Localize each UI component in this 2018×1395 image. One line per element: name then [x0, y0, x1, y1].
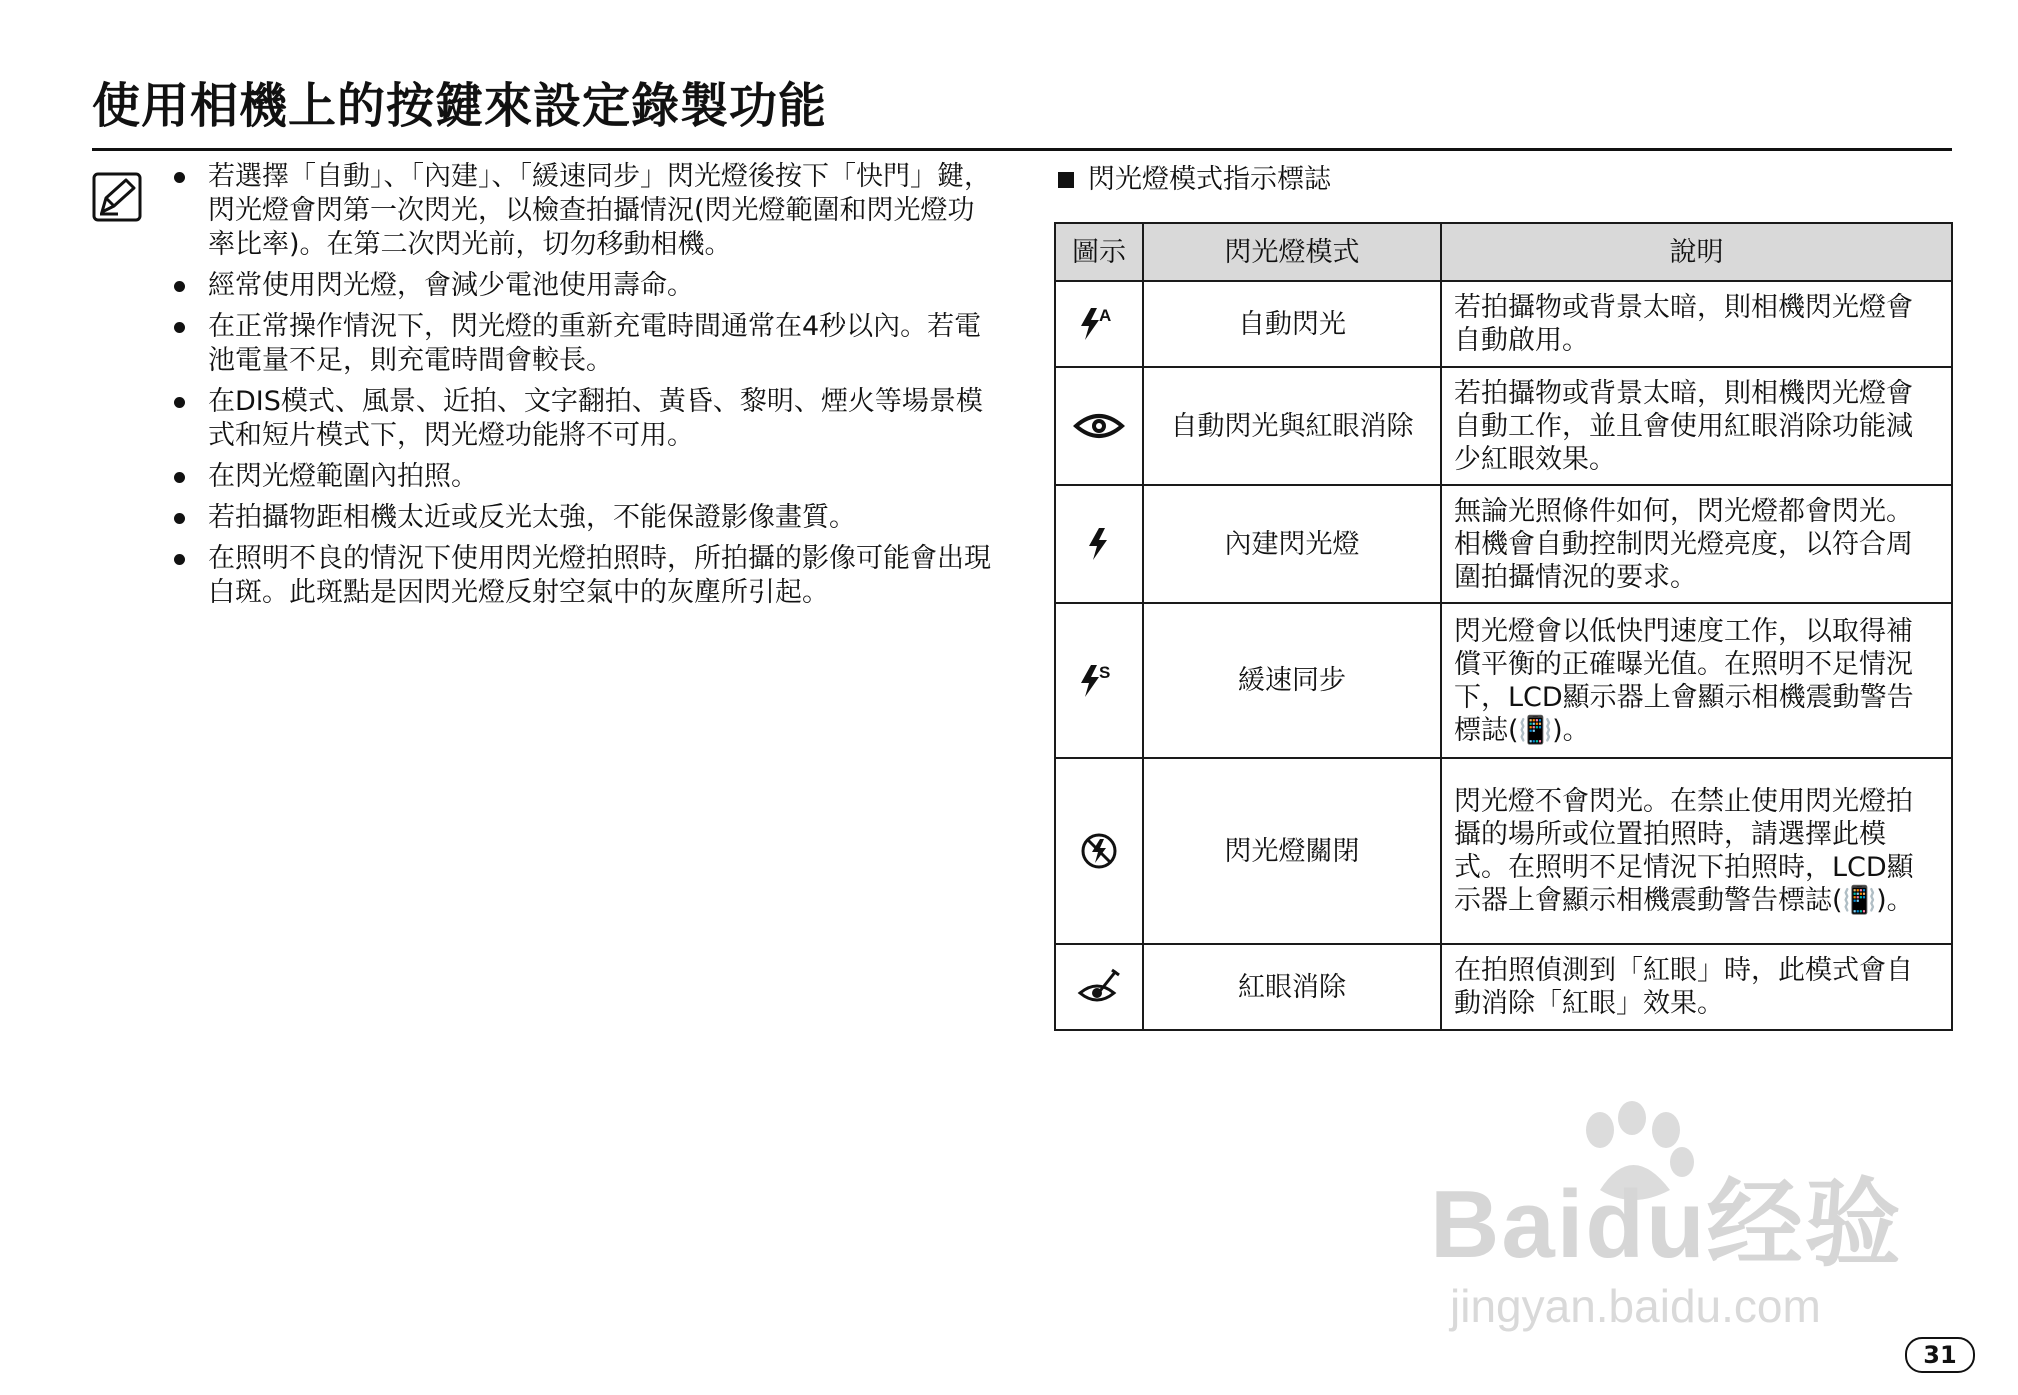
table-header-row [1055, 223, 1952, 281]
table-row [1055, 485, 1952, 603]
flash-off-icon [1079, 831, 1119, 871]
desc-cell: 在拍照偵測到「紅眼」時，此模式會自動消除「紅眼」效果。 [1441, 944, 1952, 1030]
header-mode: 閃光燈模式 [1143, 223, 1441, 281]
flash-slow-sync-icon [1077, 661, 1121, 701]
watermark [1430, 1100, 1930, 1340]
desc-cell: 閃光燈會以低快門速度工作，以取得補償平衡的正確曝光值。在照明不足情況下，LCD顯示器上會顯示相機震動警告標誌(📳)。 [1441, 603, 1952, 758]
table-row [1055, 944, 1952, 1030]
icon-cell [1055, 485, 1143, 603]
mode-cell: 緩速同步 [1143, 603, 1441, 758]
icon-cell [1055, 367, 1143, 485]
mode-cell: 自動閃光與紅眼消除 [1143, 367, 1441, 485]
mode-cell: 閃光燈關閉 [1143, 758, 1441, 944]
mode-cell: 紅眼消除 [1143, 944, 1441, 1030]
square-bullet-icon [1058, 172, 1074, 188]
mode-cell: 自動閃光 [1143, 281, 1441, 367]
table-row [1055, 281, 1952, 367]
flash-auto-letter: A [1099, 306, 1112, 325]
watermark-brand: Baidu经验 [1430, 1171, 1903, 1278]
icon-cell [1055, 281, 1143, 367]
page-title: 使用相機上的按鍵來設定錄製功能 [92, 78, 828, 134]
note-item: 在照明不良的情況下使用閃光燈拍照時，所拍攝的影像可能會出現白斑。此斑點是因閃光燈反射空氣中的灰塵所引起。 [170, 542, 1000, 610]
header-desc: 說明 [1441, 223, 1952, 281]
red-eye-eye-icon [1073, 410, 1125, 442]
note-item: 在DIS模式、風景、近拍、文字翻拍、黃昏、黎明、煙火等場景模式和短片模式下，閃光燈功能將不可用。 [170, 385, 1000, 453]
table-row [1055, 758, 1952, 944]
note-item: 若選擇「自動」、「內建」、「緩速同步」閃光燈後按下「快門」鍵，閃光燈會閃第一次閃光，以檢查拍攝情況(閃光燈範圍和閃光燈功率比率)。在第二次閃光前，切勿移動相機。 [170, 160, 1000, 262]
desc-cell: 無論光照條件如何，閃光燈都會閃光。相機會自動控制閃光燈亮度，以符合周圍拍攝情況的要求。 [1441, 485, 1952, 603]
title-divider [92, 148, 1952, 151]
section-heading [1058, 163, 1331, 197]
flash-fill-icon [1085, 524, 1113, 564]
header-icon: 圖示 [1055, 223, 1143, 281]
table-row [1055, 367, 1952, 485]
flash-mode-table [1054, 222, 1953, 1031]
section-heading-text: 閃光燈模式指示標誌 [1088, 164, 1331, 195]
watermark-url: jingyan.baidu.com [1450, 1280, 1821, 1332]
icon-cell [1055, 603, 1143, 758]
note-item: 若拍攝物距相機太近或反光太強，不能保證影像畫質。 [170, 501, 1000, 535]
desc-cell: 閃光燈不會閃光。在禁止使用閃光燈拍攝的場所或位置拍照時，請選擇此模式。在照明不足情況下拍照時，LCD顯示器上會顯示相機震動警告標誌(📳)。 [1441, 758, 1952, 944]
notes-list [170, 160, 1000, 617]
note-pencil-icon [92, 172, 142, 222]
note-item: 在閃光燈範圍內拍照。 [170, 460, 1000, 494]
note-item: 在正常操作情況下，閃光燈的重新充電時間通常在4秒以內。若電池電量不足，則充電時間會較長。 [170, 310, 1000, 378]
desc-cell: 若拍攝物或背景太暗，則相機閃光燈會自動工作，並且會使用紅眼消除功能減少紅眼效果。 [1441, 367, 1952, 485]
page-number: 31 [1905, 1337, 1975, 1373]
note-item: 經常使用閃光燈，會減少電池使用壽命。 [170, 269, 1000, 303]
table-row [1055, 603, 1952, 758]
desc-cell: 若拍攝物或背景太暗，則相機閃光燈會自動啟用。 [1441, 281, 1952, 367]
icon-cell [1055, 758, 1143, 944]
red-eye-fix-icon [1076, 967, 1122, 1007]
flash-slow-sync-letter: S [1099, 662, 1111, 682]
icon-cell [1055, 944, 1143, 1030]
mode-cell: 內建閃光燈 [1143, 485, 1441, 603]
flash-auto-icon [1077, 304, 1121, 344]
